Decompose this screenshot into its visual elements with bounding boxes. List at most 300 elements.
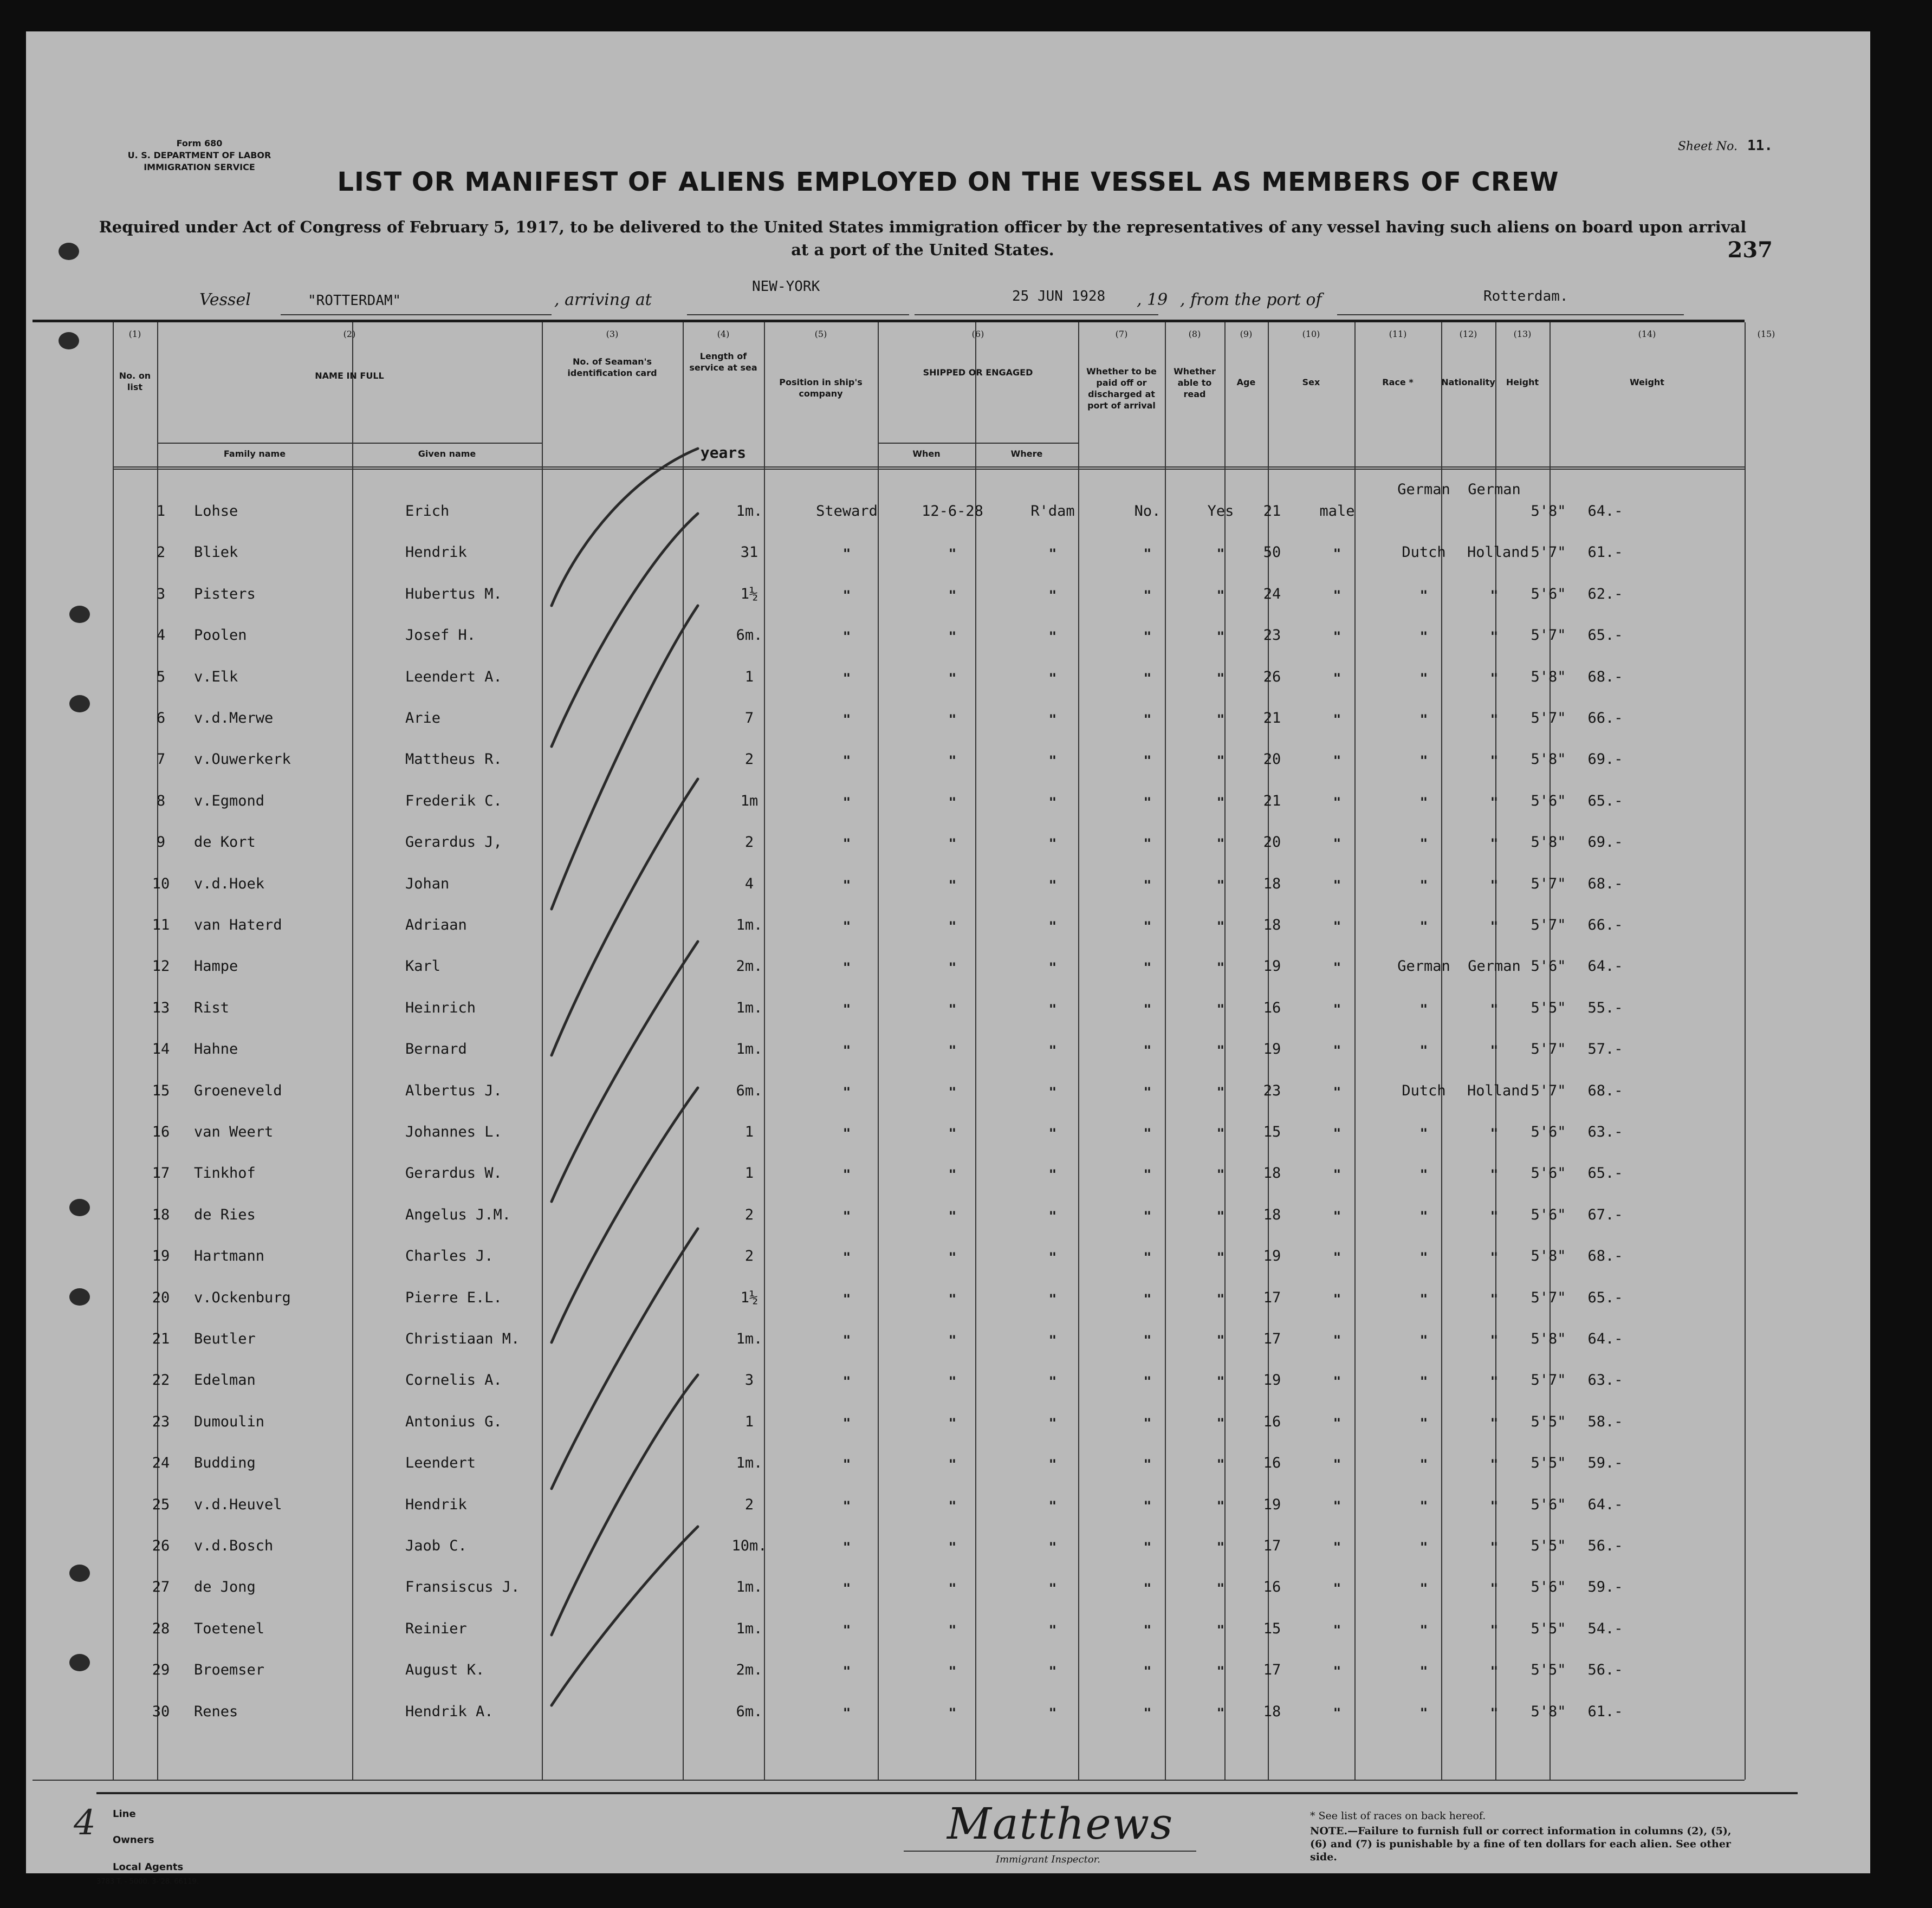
family-name: Toetenel [194, 1620, 265, 1637]
ditto-mark: " [1216, 1333, 1225, 1348]
ditto-mark: " [1048, 1581, 1057, 1597]
age: 18 [1263, 1165, 1281, 1182]
ditto-mark: " [1333, 1622, 1341, 1638]
row-number: 15 [152, 1082, 170, 1099]
ditto-mark: " [1048, 1291, 1057, 1307]
row-number: 25 [152, 1496, 170, 1513]
given-name: Reinier [405, 1620, 467, 1637]
ditto-mark: " [1490, 1291, 1499, 1307]
ditto-mark: " [842, 1498, 851, 1514]
ditto-mark: " [1216, 1167, 1225, 1183]
family-name: Bliek [194, 544, 238, 561]
ditto-mark: " [1143, 919, 1152, 934]
row-number: 8 [156, 792, 166, 809]
ditto-mark: " [1419, 1374, 1428, 1390]
id-card-slash-marks [535, 443, 714, 1722]
col-3-number: (3) [606, 329, 619, 339]
ditto-mark: " [1143, 1581, 1152, 1597]
given-name: Fransiscus J. [405, 1579, 520, 1596]
row-number: 14 [152, 1041, 170, 1058]
stamp-number: 237 [1727, 237, 1773, 263]
family-name: v.Egmond [194, 792, 265, 809]
given-name: Heinrich [405, 999, 476, 1016]
ditto-mark: " [948, 546, 957, 562]
col-8-number: (8) [1188, 329, 1201, 339]
ditto-mark: " [1143, 1084, 1152, 1100]
ditto-mark: " [948, 1333, 957, 1348]
weight: 69.- [1587, 751, 1623, 768]
ditto-mark: " [1048, 919, 1057, 934]
ditto-mark: " [1216, 919, 1225, 934]
service-length: 1 [744, 1165, 754, 1182]
row-number: 12 [152, 958, 170, 975]
ditto-mark: " [1333, 1664, 1341, 1679]
service-length: 1 [744, 1413, 754, 1430]
height: 5'5" [1531, 1662, 1566, 1679]
ditto-mark: " [1216, 1415, 1225, 1431]
ditto-mark: " [1333, 1540, 1341, 1555]
service-length: 1m [740, 792, 758, 809]
manifest-page [26, 31, 1870, 1886]
ditto-mark: " [1419, 1705, 1428, 1721]
ditto-mark: " [1048, 1374, 1057, 1390]
ditto-mark: " [948, 1622, 957, 1638]
ditto-mark: " [1333, 1457, 1341, 1472]
ditto-mark: " [1490, 1250, 1499, 1265]
ditto-mark: " [842, 1664, 851, 1679]
ditto-mark: " [1419, 836, 1428, 852]
signature-line [904, 1851, 1196, 1852]
ditto-mark: " [1048, 712, 1057, 727]
ditto-mark: " [1419, 587, 1428, 603]
height: 5'7" [1531, 627, 1566, 644]
col-6-number: (6) [971, 329, 984, 339]
ditto-mark: " [1216, 587, 1225, 603]
ditto-mark: " [948, 919, 957, 934]
ditto-mark: " [1143, 670, 1152, 686]
weight: 68.- [1587, 668, 1623, 685]
row-number: 26 [152, 1537, 170, 1554]
ditto-mark: " [1048, 1498, 1057, 1514]
ditto-mark: " [842, 629, 851, 645]
sex: male [1319, 503, 1355, 520]
ditto-mark: " [1216, 1540, 1225, 1555]
ditto-mark: " [1333, 670, 1341, 686]
given-name: Antonius G. [405, 1413, 502, 1430]
ditto-mark: " [1048, 546, 1057, 562]
family-name: de Ries [194, 1206, 256, 1223]
service-length: 1m. [736, 1620, 763, 1637]
ditto-mark: " [842, 1167, 851, 1183]
weight: 63.- [1587, 1372, 1623, 1389]
nationality: German [1468, 958, 1521, 975]
ditto-mark: " [1490, 1208, 1499, 1224]
family-name: v.d.Heuvel [194, 1496, 282, 1513]
row-number: 19 [152, 1248, 170, 1265]
ditto-mark: " [948, 1415, 957, 1431]
shipped-when: 12-6-28 [922, 503, 983, 520]
ditto-mark: " [1490, 919, 1499, 934]
ditto-mark: " [842, 670, 851, 686]
col-4-number: (4) [717, 329, 730, 339]
ditto-mark: " [842, 877, 851, 893]
ditto-mark: " [1490, 1622, 1499, 1638]
race: German [1397, 481, 1450, 498]
ditto-mark: " [1490, 753, 1499, 769]
ditto-mark: " [1419, 1167, 1428, 1183]
ditto-mark: " [1333, 712, 1341, 727]
ditto-mark: " [1490, 877, 1499, 893]
family-name: Hahne [194, 1041, 238, 1058]
col-7-number: (7) [1115, 329, 1128, 339]
height: 5'8" [1531, 1248, 1566, 1265]
ditto-mark: " [1216, 1581, 1225, 1597]
age: 16 [1263, 1413, 1281, 1430]
ditto-mark: " [1048, 587, 1057, 603]
col-header-service: Length of service at sea [689, 351, 757, 373]
nationality: Holland [1467, 1082, 1529, 1099]
ditto-mark: " [948, 1498, 957, 1514]
service-name: IMMIGRATION SERVICE [144, 162, 255, 172]
ditto-mark: " [1048, 1001, 1057, 1017]
ditto-mark: " [1216, 546, 1225, 562]
ditto-mark: " [842, 836, 851, 852]
age: 17 [1263, 1662, 1281, 1679]
service-length: 6m. [736, 1082, 763, 1099]
age: 19 [1263, 1041, 1281, 1058]
weight: 65.- [1587, 1289, 1623, 1306]
ditto-mark: " [842, 1540, 851, 1555]
col-header-given: Given name [418, 449, 476, 459]
port-value: Rotterdam. [1483, 288, 1568, 304]
ditto-mark: " [1048, 1705, 1057, 1721]
height: 5'7" [1531, 1082, 1566, 1099]
ditto-mark: " [842, 1415, 851, 1431]
ditto-mark: " [1490, 1167, 1499, 1183]
ditto-mark: " [1333, 1374, 1341, 1390]
given-name: Bernard [405, 1041, 467, 1058]
given-name: Angelus J.M. [405, 1206, 511, 1223]
date-value: 25 JUN 1928 [1012, 288, 1106, 304]
weight: 59.- [1587, 1579, 1623, 1596]
ditto-mark: " [1048, 1540, 1057, 1555]
ditto-mark: " [1216, 1457, 1225, 1472]
ditto-mark: " [1490, 1043, 1499, 1059]
row-number: 29 [152, 1662, 170, 1679]
ditto-mark: " [1490, 1581, 1499, 1597]
height: 5'6" [1531, 958, 1566, 975]
ditto-mark: " [1419, 1208, 1428, 1224]
ditto-mark: " [948, 794, 957, 810]
family-name: Hampe [194, 958, 238, 975]
ditto-mark: " [842, 960, 851, 976]
ditto-mark: " [1490, 1415, 1499, 1431]
height: 5'8" [1531, 1331, 1566, 1347]
ditto-mark: " [1216, 1705, 1225, 1721]
given-name: Gerardus J, [405, 834, 502, 851]
col-9-number: (9) [1240, 329, 1253, 339]
ditto-mark: " [1143, 877, 1152, 893]
family-name: Budding [194, 1455, 256, 1472]
weight: 67.- [1587, 1206, 1623, 1223]
ditto-mark: " [948, 629, 957, 645]
ditto-mark: " [1419, 919, 1428, 934]
row-number: 10 [152, 875, 170, 892]
age: 50 [1263, 544, 1281, 561]
given-name: Hendrik A. [405, 1703, 494, 1720]
ditto-mark: " [842, 712, 851, 727]
ditto-mark: " [948, 1208, 957, 1224]
paid-off: No. [1134, 503, 1161, 520]
ditto-mark: " [1216, 1374, 1225, 1390]
ditto-mark: " [1419, 712, 1428, 727]
ditto-mark: " [948, 670, 957, 686]
ditto-mark: " [1333, 1705, 1341, 1721]
weight: 57.- [1587, 1041, 1623, 1058]
service-length: 1 [744, 1124, 754, 1140]
height: 5'5" [1531, 1455, 1566, 1472]
ditto-mark: " [1048, 960, 1057, 976]
given-name: Leendert [405, 1455, 476, 1472]
col-header-nationality: Nationality [1441, 377, 1495, 387]
ditto-mark: " [1216, 712, 1225, 727]
ditto-mark: " [1419, 1415, 1428, 1431]
given-name: Hendrik [405, 544, 467, 561]
age: 19 [1263, 1248, 1281, 1265]
service-length: 2m. [736, 958, 763, 975]
ditto-mark: " [1419, 1333, 1428, 1348]
service-length: 3 [744, 1372, 754, 1389]
age: 23 [1263, 627, 1281, 644]
age: 20 [1263, 834, 1281, 851]
row-number: 11 [152, 917, 170, 933]
penalty-note: NOTE.—Failure to furnish full or correct information in columns (2), (5), (6) and (7) is punishable by a fine of ten dollars for each alien. See other side. [1310, 1825, 1732, 1863]
weight: 68.- [1587, 1248, 1623, 1265]
ditto-mark: " [1333, 1126, 1341, 1141]
given-name: Leendert A. [405, 668, 502, 685]
ditto-mark: " [1419, 794, 1428, 810]
service-length: 1m. [736, 917, 763, 933]
col-header-weight: Weight [1630, 377, 1664, 387]
able-to-read: Yes [1207, 503, 1234, 520]
col-header-paid-off: Whether to be paid off or discharged at port of arrival [1086, 366, 1157, 411]
ditto-mark: " [1216, 1291, 1225, 1307]
col-15-number: (15) [1757, 329, 1775, 339]
col-12-number: (12) [1459, 329, 1477, 339]
ditto-mark: " [1048, 670, 1057, 686]
ditto-mark: " [1048, 836, 1057, 852]
weight: 65.- [1587, 1165, 1623, 1182]
family-name: Groeneveld [194, 1082, 282, 1099]
given-name: Johannes L. [405, 1124, 502, 1140]
ditto-mark: " [1333, 1001, 1341, 1017]
ditto-mark: " [1216, 1622, 1225, 1638]
service-length: 4 [744, 875, 754, 892]
form-number: Form 680 [176, 138, 223, 148]
sheet-value: 11. [1747, 138, 1773, 154]
race-footnote: * See list of races on back hereof. [1310, 1810, 1486, 1822]
ditto-mark: " [1333, 960, 1341, 976]
ditto-mark: " [1143, 1291, 1152, 1307]
ditto-mark: " [1419, 1498, 1428, 1514]
ditto-mark: " [1216, 1001, 1225, 1017]
col-11-number: (11) [1389, 329, 1407, 339]
ditto-mark: " [1419, 1457, 1428, 1472]
ditto-mark: " [1333, 1084, 1341, 1100]
ditto-mark: " [1419, 753, 1428, 769]
ditto-mark: " [1490, 1540, 1499, 1555]
col-header-where: Where [1010, 449, 1043, 459]
given-name: Mattheus R. [405, 751, 502, 768]
ditto-mark: " [1419, 1622, 1428, 1638]
col-header-id-card: No. of Seaman's identification card [567, 356, 657, 378]
ditto-mark: " [948, 1457, 957, 1472]
height: 5'7" [1531, 710, 1566, 726]
age: 21 [1263, 792, 1281, 809]
ditto-mark: " [842, 1043, 851, 1059]
age: 23 [1263, 1082, 1281, 1099]
vessel-label: Vessel [199, 290, 251, 309]
ditto-mark: " [1333, 1498, 1341, 1514]
weight: 59.- [1587, 1455, 1623, 1472]
family-name: v.d.Hoek [194, 875, 265, 892]
handwritten-mark: 4 [74, 1803, 96, 1843]
ditto-mark: " [948, 1167, 957, 1183]
age: 26 [1263, 668, 1281, 685]
ditto-mark: " [1490, 1498, 1499, 1514]
ditto-mark: " [948, 1581, 957, 1597]
weight: 56.- [1587, 1662, 1623, 1679]
ditto-mark: " [948, 836, 957, 852]
ditto-mark: " [842, 1084, 851, 1100]
ditto-mark: " [1143, 794, 1152, 810]
height: 5'5" [1531, 1620, 1566, 1637]
given-name: August K. [405, 1662, 485, 1679]
ditto-mark: " [1419, 629, 1428, 645]
height: 5'5" [1531, 1413, 1566, 1430]
col-10-number: (10) [1302, 329, 1320, 339]
service-length: 1m. [736, 503, 763, 520]
family-name: van Haterd [194, 917, 282, 933]
service-length: 7 [744, 710, 754, 726]
family-name: Poolen [194, 627, 247, 644]
age: 17 [1263, 1331, 1281, 1347]
vessel-line [26, 278, 1760, 321]
service-length: 2 [744, 1206, 754, 1223]
ditto-mark: " [1143, 1126, 1152, 1141]
ditto-mark: " [1419, 670, 1428, 686]
ditto-mark: " [1048, 1457, 1057, 1472]
ditto-mark: " [1419, 1581, 1428, 1597]
ditto-mark: " [1333, 1291, 1341, 1307]
weight: 69.- [1587, 834, 1623, 851]
row-number: 1 [156, 503, 166, 520]
ditto-mark: " [1143, 1622, 1152, 1638]
family-name: Renes [194, 1703, 238, 1720]
ditto-mark: " [1048, 1084, 1057, 1100]
row-number: 30 [152, 1703, 170, 1720]
weight: 56.- [1587, 1537, 1623, 1554]
ditto-mark: " [1490, 1457, 1499, 1472]
ditto-mark: " [1333, 1167, 1341, 1183]
ditto-mark: " [948, 1043, 957, 1059]
ditto-mark: " [1333, 1250, 1341, 1265]
age: 18 [1263, 917, 1281, 933]
ditto-mark: " [842, 1705, 851, 1721]
col-header-sex: Sex [1302, 377, 1320, 387]
ditto-mark: " [1490, 794, 1499, 810]
ditto-mark: " [1490, 712, 1499, 727]
height: 5'5" [1531, 1537, 1566, 1554]
page-subtitle: Required under Act of Congress of February 5, 1917, to be delivered to the United States immigration officer by the representatives of any vessel having such aliens on board upon arrival at a port of the United States. [99, 218, 1747, 259]
ditto-mark: " [1419, 1291, 1428, 1307]
given-name: Jaob C. [405, 1537, 467, 1554]
col-header-family: Family name [223, 449, 286, 459]
row-number: 23 [152, 1413, 170, 1430]
col-header-name: NAME IN FULL [315, 371, 384, 381]
row-number: 2 [156, 544, 166, 561]
ditto-mark: " [842, 919, 851, 934]
ditto-mark: " [1490, 1001, 1499, 1017]
service-length: 1½ [740, 585, 758, 602]
height: 5'6" [1531, 585, 1566, 602]
row-number: 6 [156, 710, 166, 726]
ditto-mark: " [1216, 1664, 1225, 1679]
col-header-position: Position in ship's company [779, 377, 863, 399]
weight: 63.- [1587, 1124, 1623, 1140]
weight: 62.- [1587, 585, 1623, 602]
weight: 54.- [1587, 1620, 1623, 1637]
ditto-mark: " [1143, 1374, 1152, 1390]
binder-hole [59, 243, 79, 260]
height: 5'6" [1531, 1496, 1566, 1513]
age: 19 [1263, 958, 1281, 975]
ditto-mark: " [1333, 546, 1341, 562]
ditto-mark: " [1216, 629, 1225, 645]
ditto-mark: " [842, 1581, 851, 1597]
ditto-mark: " [1216, 1043, 1225, 1059]
height: 5'7" [1531, 875, 1566, 892]
ditto-mark: " [1048, 1622, 1057, 1638]
vessel-value: "ROTTERDAM" [308, 293, 401, 309]
ditto-mark: " [948, 1291, 957, 1307]
age: 19 [1263, 1372, 1281, 1389]
family-name: Broemser [194, 1662, 265, 1679]
height: 5'8" [1531, 668, 1566, 685]
col-14-number: (14) [1638, 329, 1656, 339]
family-name: Rist [194, 999, 230, 1016]
footer-divider [96, 1792, 1798, 1794]
family-name: v.Ockenburg [194, 1289, 291, 1306]
line-label: Line [113, 1808, 136, 1820]
arriving-label: , arriving at [554, 290, 652, 309]
nationality: Holland [1467, 544, 1529, 561]
given-name: Pierre E.L. [405, 1289, 502, 1306]
ditto-mark: " [1048, 1043, 1057, 1059]
ditto-mark: " [1490, 1126, 1499, 1141]
family-name: van Weert [194, 1124, 274, 1140]
ditto-mark: " [1216, 753, 1225, 769]
ditto-mark: " [1333, 919, 1341, 934]
col-header-age: Age [1236, 377, 1256, 387]
print-code: 3783 T. - 5000. 3-'28. 66119. [96, 1878, 199, 1886]
age: 16 [1263, 1455, 1281, 1472]
ditto-mark: " [1216, 794, 1225, 810]
service-length: 1m. [736, 1331, 763, 1347]
ditto-mark: " [948, 753, 957, 769]
height: 5'6" [1531, 792, 1566, 809]
ditto-mark: " [842, 1126, 851, 1141]
